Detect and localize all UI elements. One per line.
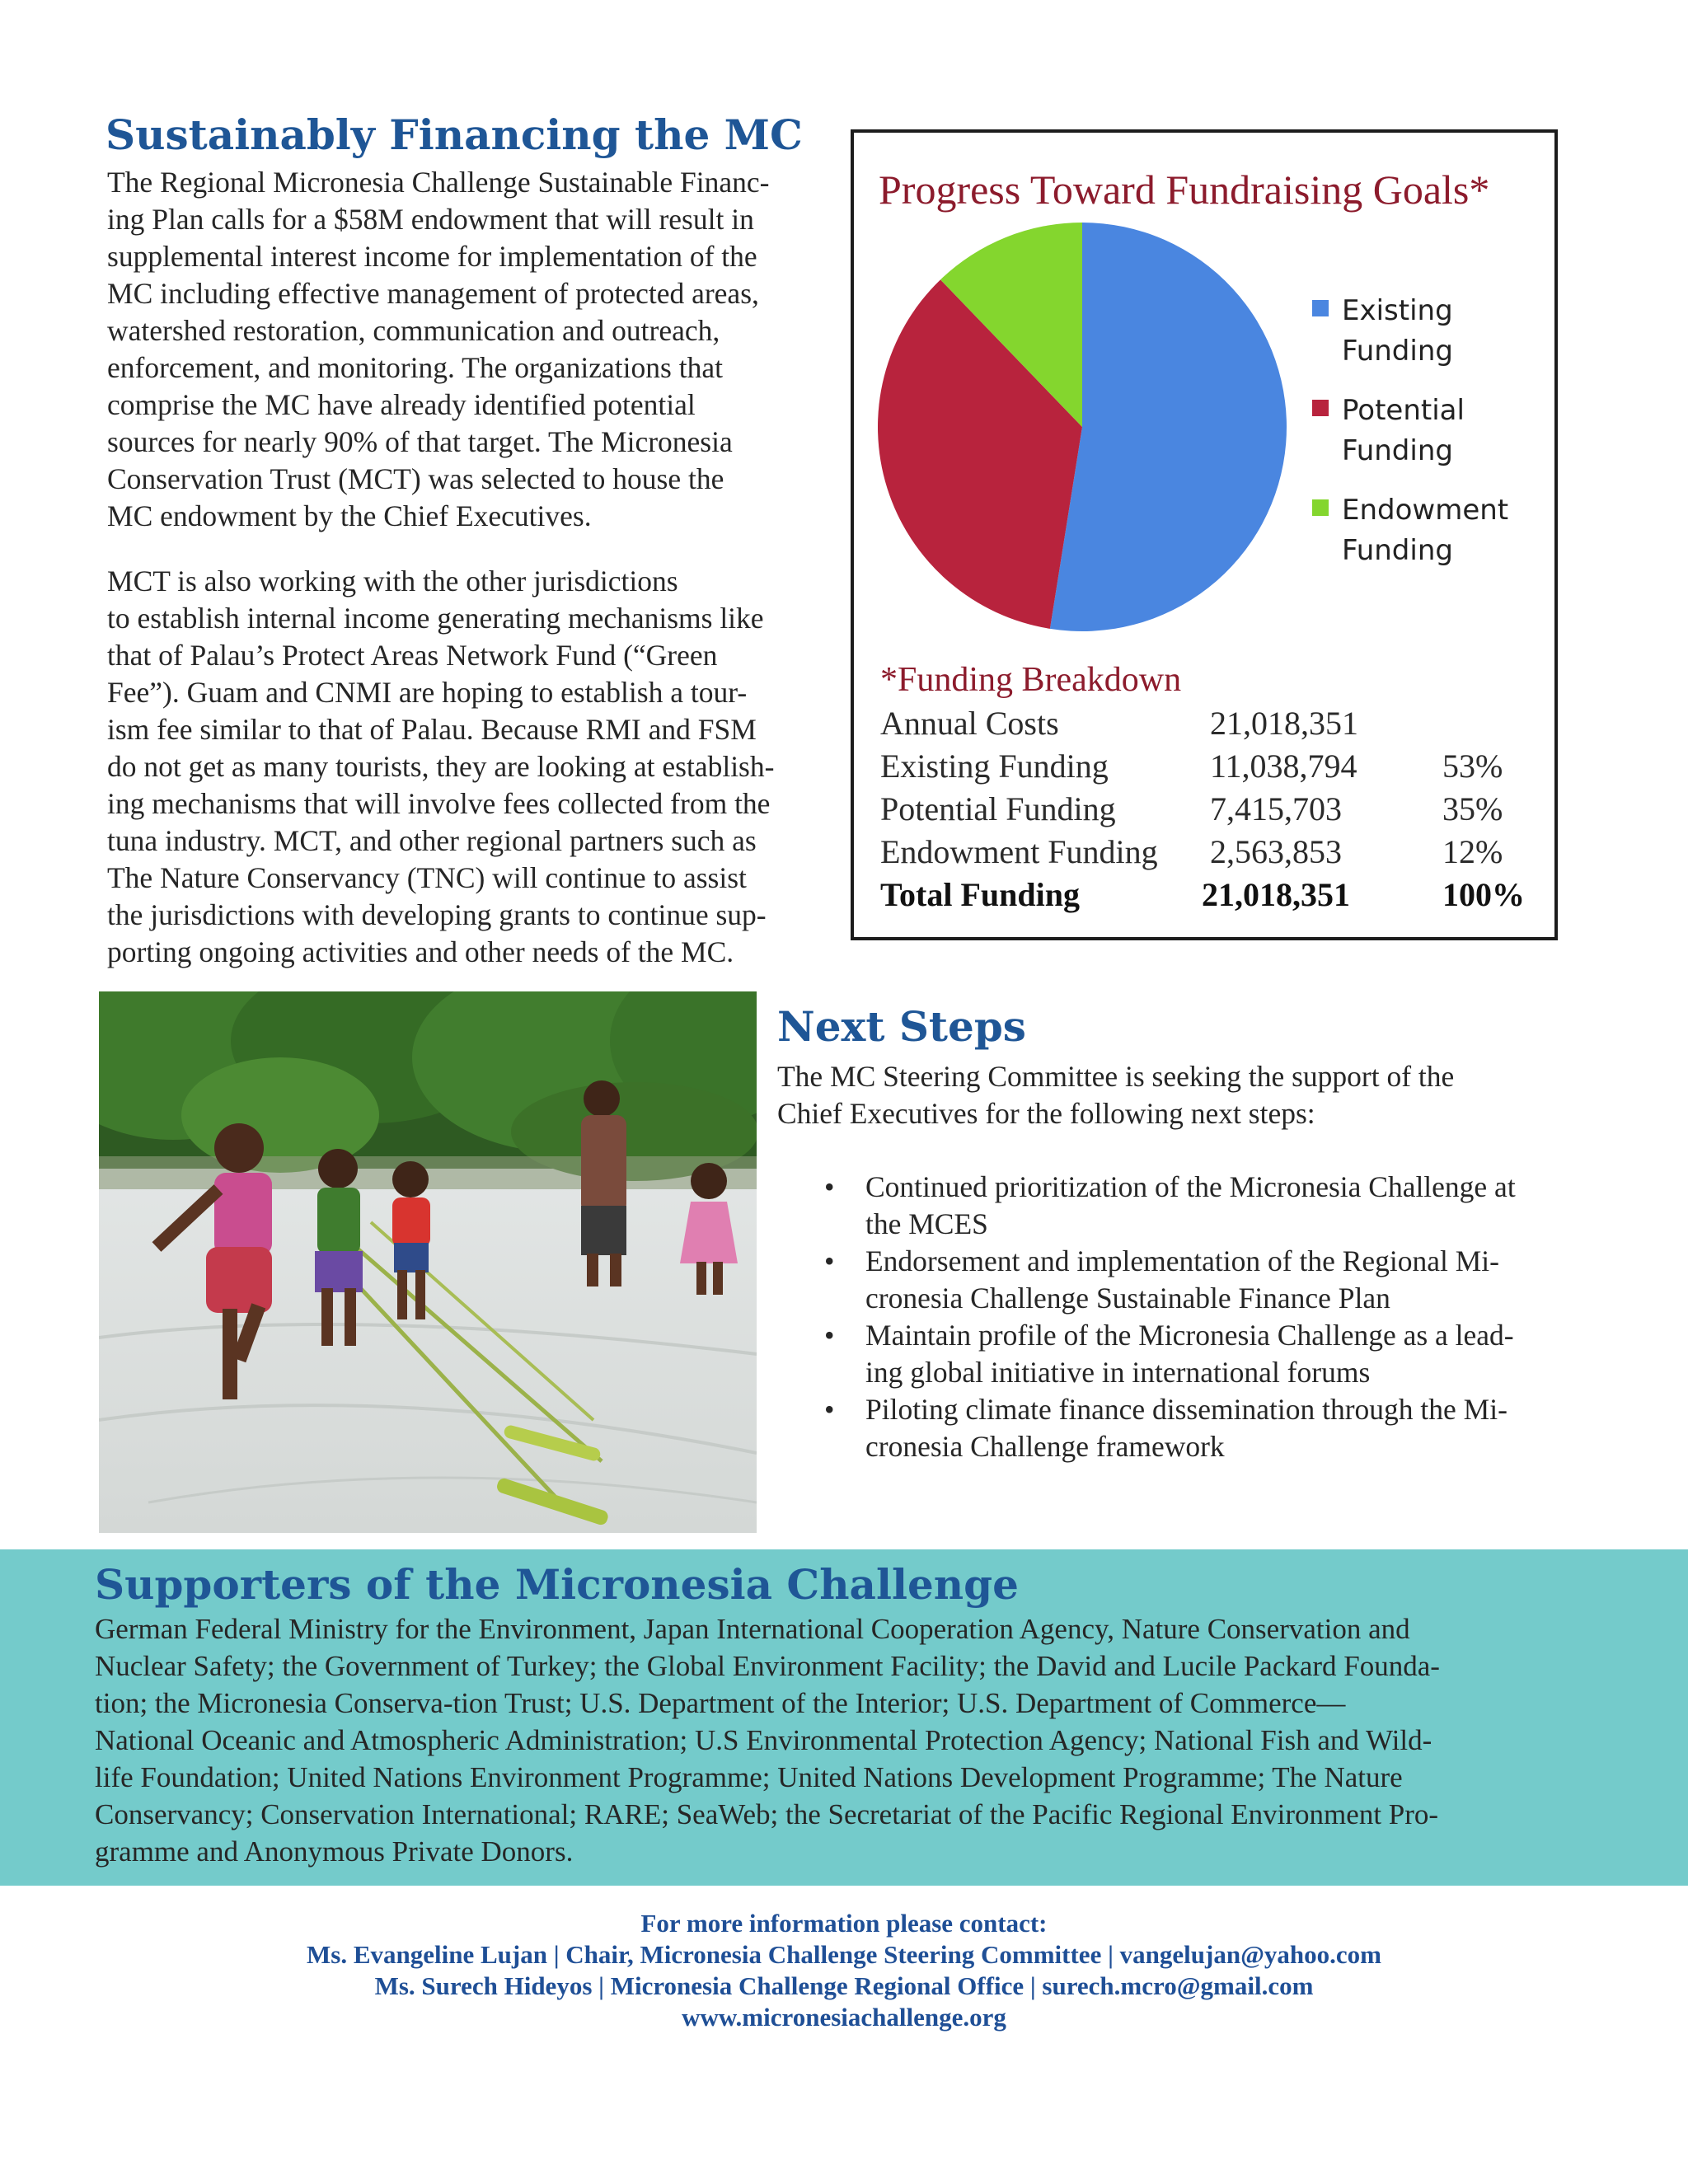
text-line: MCT is also working with the other jurisdictions	[107, 565, 678, 598]
row-value: 21,018,351	[1202, 876, 1350, 913]
breakdown-row	[880, 790, 1540, 832]
text-line: cronesia Challenge framework	[865, 1430, 1225, 1463]
breakdown-row	[880, 832, 1540, 875]
breakdown-title: *Funding Breakdown	[880, 661, 1182, 699]
row-percent: 100%	[1442, 876, 1525, 913]
text-line: the MCES	[865, 1207, 988, 1240]
row-percent: 53%	[1442, 748, 1503, 785]
text-line: tion; the Micronesia Conserva-tion Trust; U.S. Department of the Interior; U.S. Department of Commerce—	[95, 1687, 1346, 1719]
breakdown-total-row	[880, 875, 1540, 918]
text-line: to establish internal income generating mechanisms like	[107, 602, 764, 635]
row-value: 2,563,853	[1210, 833, 1342, 870]
text-line: Maintain profile of the Micronesia Challenge as a lead-	[865, 1319, 1514, 1352]
text-line: ing Plan calls for a $58M endowment that will result in	[107, 203, 754, 236]
text-line: Conservancy; Conservation International; RARE; SeaWeb; the Secretariat of the Pacific Regional Environment Pro-	[95, 1798, 1439, 1830]
text-line: Piloting climate finance dissemination through the Mi-	[865, 1393, 1507, 1426]
next-steps-list	[783, 1169, 1624, 1465]
text-line: MC including effective management of protected areas,	[107, 277, 759, 310]
text-line: Nuclear Safety; the Government of Turkey; the Global Environment Facility; the David and Lucile Packard Founda-	[95, 1650, 1440, 1682]
text-line: National Oceanic and Atmospheric Administration; U.S Environmental Protection Agency; National Fish and Wild-	[95, 1724, 1432, 1756]
financing-paragraph-2	[107, 563, 832, 971]
contact-chair: Ms. Evangeline Lujan | Chair, Micronesia Challenge Steering Committee | vangelujan@yahoo.com	[307, 1940, 1381, 1969]
text-line: tuna industry. MCT, and other regional partners such as	[107, 824, 757, 857]
text-line: Chief Executives for the following next steps:	[777, 1097, 1315, 1130]
row-label: Total Funding	[880, 876, 1080, 913]
supporters-section	[0, 1549, 1688, 1886]
children-playing-photo	[99, 991, 757, 1533]
text-line: watershed restoration, communication and outreach,	[107, 314, 720, 347]
row-label: Existing Funding	[880, 748, 1109, 785]
bullet-icon: •	[824, 1393, 835, 1426]
text-line: German Federal Ministry for the Environment, Japan International Cooperation Agency, Nature Conservation and	[95, 1613, 1410, 1645]
pie-slice-existing-funding	[1050, 223, 1287, 631]
bullet-icon: •	[824, 1244, 835, 1277]
legend-existing-funding	[1342, 291, 1515, 372]
text-line: MC endowment by the Chief Executives.	[107, 499, 592, 532]
legend-label: Potential Funding	[1342, 394, 1465, 467]
fundraising-chart-panel	[851, 129, 1558, 940]
legend-label: Endowment Funding	[1342, 494, 1509, 567]
text-line: ing global initiative in international forums	[865, 1356, 1371, 1389]
row-value: 7,415,703	[1210, 790, 1342, 827]
bullet-icon: •	[824, 1170, 835, 1203]
text-line: Endorsement and implementation of the Regional Mi-	[865, 1244, 1499, 1277]
supporters-list	[95, 1610, 1686, 1870]
list-item	[783, 1169, 1624, 1243]
supporters-title: Supporters of the Micronesia Challenge	[95, 1560, 1019, 1609]
bullet-icon: •	[824, 1319, 835, 1352]
legend-swatch-potential	[1312, 400, 1329, 416]
website-link[interactable]: www.micronesiachallenge.org	[682, 2003, 1006, 2032]
text-line: life Foundation; United Nations Environment Programme; United Nations Development Programme; The Nature	[95, 1761, 1403, 1793]
legend-endowment-funding	[1342, 490, 1531, 571]
text-line: comprise the MC have already identified potential	[107, 388, 696, 421]
row-value: 11,038,794	[1210, 748, 1357, 785]
row-value: 21,018,351	[1210, 705, 1358, 742]
chart-title: Progress Toward Fundraising Goals*	[879, 166, 1490, 213]
text-line: cronesia Challenge Sustainable Finance Plan	[865, 1282, 1390, 1315]
text-line: ing mechanisms that will involve fees collected from the	[107, 787, 771, 820]
text-line: that of Palau’s Protect Areas Network Fund (“Green	[107, 639, 718, 672]
breakdown-row	[880, 704, 1540, 747]
financing-paragraph-1	[107, 164, 832, 535]
text-line: enforcement, and monitoring. The organizations that	[107, 351, 723, 384]
next-steps-intro	[777, 1058, 1601, 1132]
financing-title: Sustainably Financing the MC	[106, 110, 803, 159]
row-percent: 12%	[1442, 833, 1503, 870]
text-line: The MC Steering Committee is seeking the support of the	[777, 1060, 1455, 1093]
text-line: sources for nearly 90% of that target. The Micronesia	[107, 425, 733, 458]
row-percent: 35%	[1442, 790, 1503, 827]
text-line: Conservation Trust (MCT) was selected to house the	[107, 462, 724, 495]
contact-regional-office: Ms. Surech Hideyos | Micronesia Challenge Regional Office | surech.mcro@gmail.com	[374, 1971, 1314, 2000]
text-line: The Regional Micronesia Challenge Sustainable Financ-	[107, 166, 770, 199]
text-line: the jurisdictions with developing grants to continue sup-	[107, 898, 767, 931]
text-line: supplemental interest income for implementation of the	[107, 240, 757, 273]
legend-swatch-endowment	[1312, 499, 1329, 516]
photo-illustration	[99, 991, 757, 1533]
list-item	[783, 1317, 1624, 1391]
legend-label: Existing Funding	[1342, 294, 1453, 368]
text-line: ism fee similar to that of Palau. Because RMI and FSM	[107, 713, 757, 746]
text-line: gramme and Anonymous Private Donors.	[95, 1835, 574, 1868]
row-label: Potential Funding	[880, 790, 1116, 827]
text-line: porting ongoing activities and other needs of the MC.	[107, 935, 734, 968]
breakdown-row	[880, 747, 1540, 790]
row-label: Endowment Funding	[880, 833, 1158, 870]
next-steps-title: Next Steps	[777, 1002, 1026, 1051]
text-line: do not get as many tourists, they are looking at establish-	[107, 750, 775, 783]
text-line: Continued prioritization of the Micronesia Challenge at	[865, 1170, 1516, 1203]
list-item	[783, 1243, 1624, 1317]
legend-swatch-existing	[1312, 300, 1329, 316]
text-line: Fee”). Guam and CNMI are hoping to establish a tour-	[107, 676, 748, 709]
contact-heading: For more information please contact:	[640, 1909, 1048, 1938]
text-line: The Nature Conservancy (TNC) will continue to assist	[107, 861, 747, 894]
list-item	[783, 1391, 1624, 1465]
legend-potential-funding	[1342, 391, 1515, 471]
row-label: Annual Costs	[880, 705, 1059, 742]
